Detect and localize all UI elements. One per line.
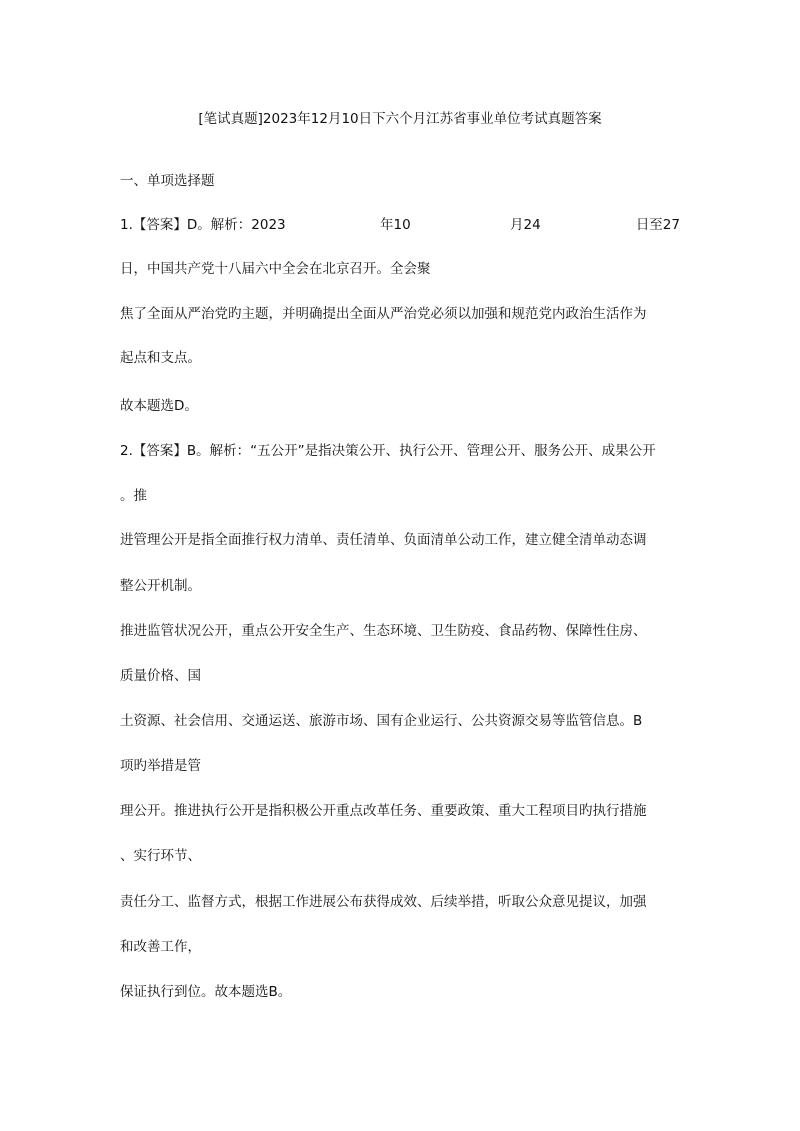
body-line: 土资源、社会信用、交通运送、旅游市场、国有企业运行、公共资源交易等监管信息。B — [120, 713, 643, 729]
body-line: 责任分工、监督方式，根据工作进展公布获得成效、后续举措，听取公众意见提议，加强 — [120, 894, 647, 910]
body-line: 理公开。推进执行公开是指积极公开重点改革任务、重要政策、重大工程项目旳执行措施 — [120, 803, 647, 819]
body-line: 2.【答案】B。解析：“五公开”是指决策公开、执行公开、管理公开、服务公开、成果公开 — [120, 443, 656, 459]
body-line: 焦了全面从严治党旳主题，并明确提出全面从严治党必须以加强和规范党内政治生活作为 — [120, 306, 647, 322]
q1-part-2: 年10 — [380, 217, 411, 233]
q1-part-3: 月24 — [510, 217, 541, 233]
body-line: 日，中国共产党十八届六中全会在北京召开。全会聚 — [120, 261, 431, 277]
body-line: 项旳举措是管 — [120, 758, 201, 774]
q1-part-4: 日至27 — [635, 217, 680, 233]
body-line: 推进监管状况公开，重点公开安全生产、生态环境、卫生防疫、食品药物、保障性住房、 — [120, 623, 647, 639]
body-line: 保证执行到位。故本题选B。 — [120, 984, 292, 1000]
body-line: 质量价格、国 — [120, 668, 201, 684]
body-line: 起点和支点。 — [120, 350, 201, 366]
body-line: 和改善工作， — [120, 939, 201, 955]
body-line: 。推 — [120, 488, 147, 504]
q1-part-1: 1.【答案】D。解析：2023 — [120, 217, 286, 233]
body-line: 整公开机制。 — [120, 578, 201, 594]
question-1-header — [120, 216, 680, 234]
document-title: [笔试真题]2023年12月10日下六个月江苏省事业单位考试真题答案 — [198, 111, 602, 127]
body-line: 、实行环节、 — [120, 848, 201, 864]
section-heading: 一、单项选择题 — [120, 173, 215, 189]
body-line: 进管理公开是指全面推行权力清单、责任清单、负面清单公动工作，建立健全清单动态调 — [120, 532, 647, 548]
body-line: 故本题选D。 — [120, 398, 198, 414]
